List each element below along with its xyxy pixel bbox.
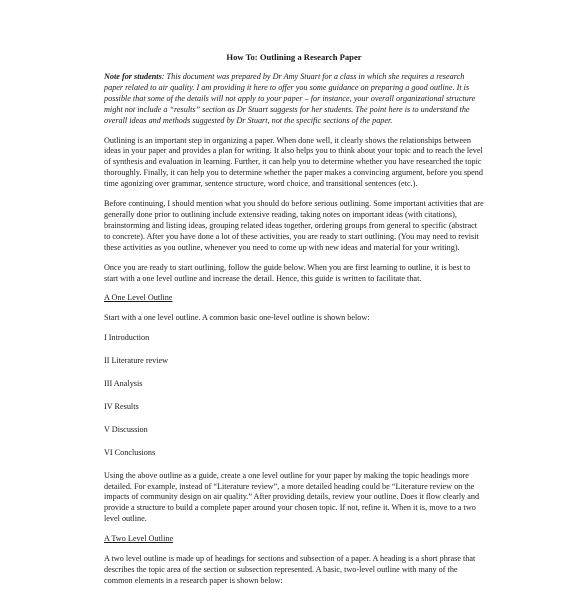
paragraph-one-level-guide: Using the above outline as a guide, create a one level outline for your paper by making the topic headings more detailed. For example, instead of “Literature review”, a more detailed heading could be “Literature review on the impacts of community design on air quality.” After providing details, review your outline. Does it flow clearly and provide a structure to build a complete paper around your chosen topic. If not, refine it. When it is, move to a two level outline. — [104, 470, 480, 524]
document-title: How To: Outlining a Research Paper — [226, 52, 362, 62]
outline-item: VI Conclusions — [104, 447, 156, 457]
outline-item: IV Results — [104, 401, 139, 411]
paragraph-start-outlining: Once you are ready to start outlining, follow the guide below. When you are first learning to outline, it is best to start with a one level outline and increase the detail. Hence, this guide is written to facilitate that. — [104, 262, 471, 283]
heading-two-level-outline: A Two Level Outline — [104, 534, 174, 544]
outline-item: II Literature review — [104, 356, 169, 366]
document-body — [104, 52, 484, 596]
outline-item: V Discussion — [104, 424, 148, 434]
outline-item: I Introduction — [104, 333, 150, 343]
paragraph-one-level-intro: Start with a one level outline. A common basic one-level outline is shown below: — [104, 313, 370, 323]
heading-one-level-outline: A One Level Outline — [104, 293, 173, 303]
note-label: Note for students — [104, 72, 162, 81]
outline-item: III Analysis — [104, 379, 143, 389]
note-text: : This document was prepared by Dr Amy Stuart for a class in which she requires a research paper related to air quality. I am providing it here to offer you some guidance on preparing a good outline. It is possible that some of the details will not apply to your paper – for instance, your overall organizational structure might not include a “results” section as Dr Stuart suggests for her students. The point here is to understand the overall ideas and methods suggested by Dr Stuart, not the specific sections of the paper. — [104, 72, 476, 125]
paragraph-outlining-importance: Outlining is an important step in organizing a paper. When done well, it clearly shows the relationships between ideas in your paper and provides a plan for writing. It also helps you to think about your topic and to reach the level of synthesis and evaluation in learning. Further, it can help you to determine whether you have researched the topic thoroughly. Finally, it can help you to determine whether the paper makes a convincing argument, before you spend time agonizing over grammar, sentence structure, word choice, and transitional sentences (etc.). — [104, 135, 483, 189]
paragraph-two-level-intro: A two level outline is made up of headings for sections and subsection of a paper. A heading is a short phrase that describes the topic area of the section or subsection represented. A basic, two-level outline with many of the common elements in a research paper is shown below: — [104, 554, 476, 585]
paragraph-before-outlining: Before continuing, I should mention what you should do before serious outlining. Some important activities that are generally done prior to outlining include extensive reading, taking notes on important ideas (with citations), brainstorming and listing ideas, grouping related ideas together, ordering groups from general to specific (abstract to concrete). After you have done a lot of these activities, you are ready to start outlining. (You may need to revisit these activities as you outline, whenever you need to come up with new ideas and material for your writing). — [104, 199, 484, 252]
note-paragraph — [104, 72, 484, 127]
